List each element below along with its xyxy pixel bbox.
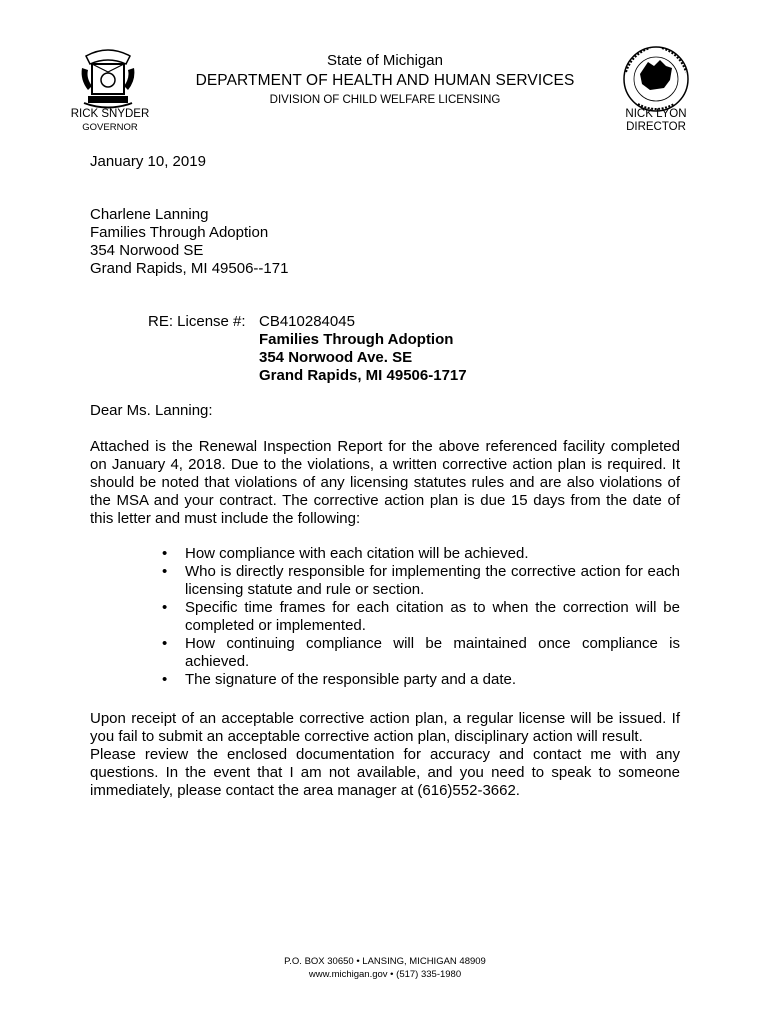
re-block xyxy=(259,313,467,385)
body-paragraph-3: Please review the enclosed documentation for accuracy and contact me with any questions. In the event that I am not available, and you need to speak to someone immediately, please contact the area manager at (616)552-3662. xyxy=(90,746,680,799)
recipient-street: 354 Norwood SE xyxy=(90,242,204,259)
letter-date: January 10, 2019 xyxy=(90,153,206,170)
re-label: RE: License #: xyxy=(148,313,246,330)
body-paragraph-1: Attached is the Renewal Inspection Report for the above referenced facility completed on January 4, 2018. Due to the violations, a written corrective action plan is required. It should be noted that violations of any licensing statutes rules and are also violations of the MSA and your contract. The corrective action plan is due 15 days from the date of this letter and must include the following: xyxy=(90,438,680,527)
header-department: DEPARTMENT OF HEALTH AND HUMAN SERVICES xyxy=(195,72,575,89)
recipient-name: Charlene Lanning xyxy=(90,206,209,223)
body-paragraph-2: Upon receipt of an acceptable corrective action plan, a regular license will be issued. If you fail to submit an acceptable corrective action plan, disciplinary action will result. xyxy=(90,710,680,745)
closing-paragraphs xyxy=(90,710,680,800)
header-division: DIVISION OF CHILD WELFARE LICENSING xyxy=(269,94,501,106)
requirements-list xyxy=(160,545,680,689)
list-item: • Specific time frames for each citation as to when the correction will be completed or implemented. xyxy=(160,599,680,635)
license-number: CB410284045 xyxy=(259,313,355,330)
list-item: • Who is directly responsible for implementing the corrective action for each licensing statute and rule or section. xyxy=(160,563,680,599)
facility-street: 354 Norwood Ave. SE xyxy=(259,349,413,366)
footer-contact: www.michigan.gov • (517) 335-1980 xyxy=(308,969,462,980)
salutation: Dear Ms. Lanning: xyxy=(90,402,213,419)
list-item: • The signature of the responsible party and a date. xyxy=(160,671,680,689)
facility-name: Families Through Adoption xyxy=(259,331,454,348)
footer-address: P.O. BOX 30650 • LANSING, MICHIGAN 48909 xyxy=(284,956,486,967)
recipient-organization: Families Through Adoption xyxy=(90,224,269,241)
footer xyxy=(0,955,770,981)
header-state: State of Michigan xyxy=(327,52,443,69)
director-title: DIRECTOR xyxy=(626,121,686,133)
recipient-city: Grand Rapids, MI 49506--171 xyxy=(90,260,289,277)
recipient-address xyxy=(90,206,288,278)
list-item: • How continuing compliance will be maintained once compliance is achieved. xyxy=(160,635,680,671)
governor-title: GOVERNOR xyxy=(82,122,138,133)
governor-name: RICK SNYDER xyxy=(70,108,150,120)
list-item: • How compliance with each citation will be achieved. xyxy=(160,545,680,563)
director-name: NICK LYON xyxy=(625,108,687,120)
facility-city: Grand Rapids, MI 49506-1717 xyxy=(259,367,467,384)
